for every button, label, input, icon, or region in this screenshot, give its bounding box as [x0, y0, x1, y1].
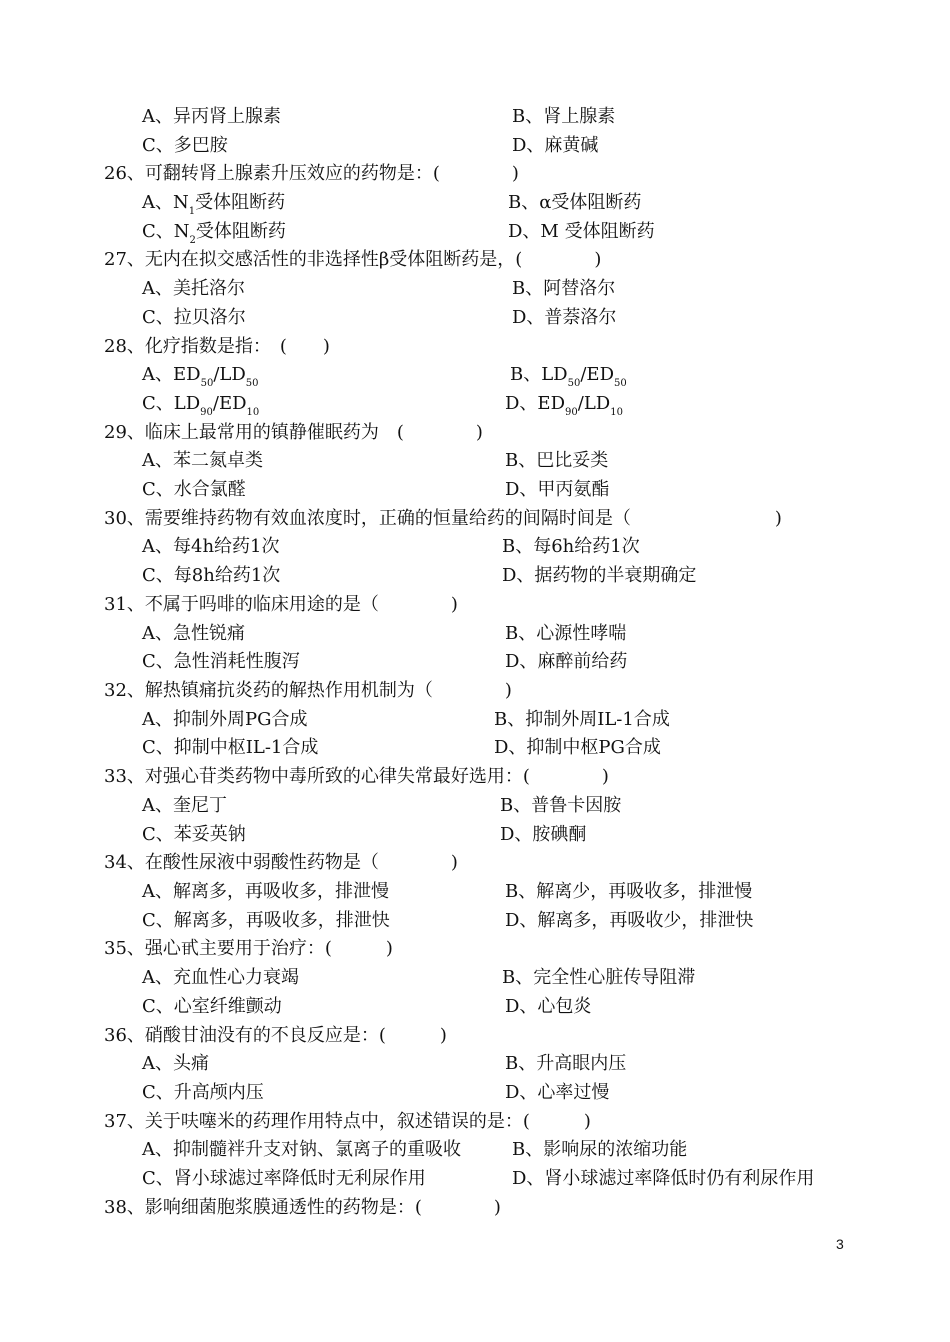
option-d: D、抑制中枢PG合成: [494, 737, 661, 758]
options-row: [0, 878, 950, 906]
question-text: 36、硝酸甘油没有的不良反应是：( ): [104, 1025, 447, 1046]
option-c: C、多巴胺: [142, 135, 228, 156]
question-38: [0, 1194, 950, 1222]
options-row: [0, 361, 950, 389]
option-d: D、普萘洛尔: [512, 307, 617, 328]
question-26: [0, 160, 950, 188]
question-33: [0, 763, 950, 791]
option-d: D、心包炎: [505, 996, 592, 1017]
option-a: A、充血性心力衰竭: [142, 967, 299, 988]
option-a: A、奎尼丁: [142, 795, 227, 816]
option-a: A、解离多，再吸收多，排泄慢: [142, 881, 389, 902]
option-b: B、$LD_{50}/ED_{50}$: [510, 364, 627, 389]
option-b: B、影响尿的浓缩功能: [512, 1139, 688, 1160]
options-row: [0, 734, 950, 762]
question-text: 26、可翻转肾上腺素升压效应的药物是：( ): [104, 163, 519, 184]
question-29: [0, 419, 950, 447]
question-28: [0, 333, 950, 361]
option-b: B、解离少，再吸收多，排泄慢: [505, 881, 753, 902]
question-text: 32、解热镇痛抗炎药的解热作用机制为（ ): [104, 680, 512, 701]
option-b: B、α受体阻断药: [508, 192, 642, 213]
options-row: [0, 304, 950, 332]
options-row: [0, 1165, 950, 1193]
option-d: D、心率过慢: [505, 1082, 610, 1103]
option-c: C、拉贝洛尔: [142, 307, 246, 328]
question-text: 27、无内在拟交感活性的非选择性β受体阻断药是，( ): [104, 249, 602, 270]
options-row: [0, 907, 950, 935]
option-c: C、$LD_{90}/ED_{10}$: [142, 393, 260, 418]
question-36: [0, 1022, 950, 1050]
options-row: [0, 821, 950, 849]
question-text: 38、影响细菌胞浆膜通透性的药物是：( ): [104, 1197, 501, 1218]
option-c: C、水合氯醛: [142, 479, 246, 500]
option-b: B、心源性哮喘: [505, 623, 627, 644]
question-31: [0, 591, 950, 619]
option-d: D、肾小球滤过率降低时仍有利尿作用: [512, 1168, 815, 1189]
option-a: A、异丙肾上腺素: [142, 106, 281, 127]
option-b: B、肾上腺素: [512, 106, 616, 127]
option-b: B、抑制外周IL-1合成: [494, 709, 670, 730]
question-text: 31、不属于吗啡的临床用途的是（ ): [104, 594, 458, 615]
options-row: [0, 1136, 950, 1164]
question-30: [0, 505, 950, 533]
option-a: A、$ED_{50}/LD_{50}$: [142, 364, 259, 389]
options-row: [0, 648, 950, 676]
option-b: B、每6h给药1次: [502, 536, 640, 557]
option-c: C、$N_2$受体阻断药: [142, 221, 286, 246]
question-32: [0, 677, 950, 705]
option-a: A、急性锐痛: [142, 623, 245, 644]
option-a: A、头痛: [142, 1053, 209, 1074]
option-a: A、苯二氮卓类: [142, 450, 263, 471]
options-row: [0, 706, 950, 734]
option-d: D、M 受体阻断药: [508, 221, 655, 242]
option-d: D、麻黄碱: [512, 135, 599, 156]
question-text: 35、强心甙主要用于治疗：( ): [104, 938, 393, 959]
options-row: [0, 533, 950, 561]
option-d: D、$ED_{90}/LD_{10}$: [505, 393, 623, 418]
options-row: [0, 964, 950, 992]
options-row: [0, 189, 950, 217]
question-text: 28、化疗指数是指： ( ): [104, 336, 330, 357]
question-text: 37、关于呋噻米的药理作用特点中，叙述错误的是：( ): [104, 1111, 591, 1132]
question-text: 29、临床上最常用的镇静催眠药为 ( ): [104, 422, 483, 443]
options-row: [0, 103, 950, 131]
question-27: [0, 246, 950, 274]
options-row: [0, 1050, 950, 1078]
options-row: [0, 562, 950, 590]
option-c: C、急性消耗性腹泻: [142, 651, 300, 672]
options-row: [0, 218, 950, 246]
options-row: [0, 447, 950, 475]
option-d: D、麻醉前给药: [505, 651, 628, 672]
option-a: A、$N_1$受体阻断药: [142, 192, 286, 217]
options-row: [0, 275, 950, 303]
question-35: [0, 935, 950, 963]
options-row: [0, 132, 950, 160]
option-c: C、苯妥英钠: [142, 824, 246, 845]
option-d: D、解离多，再吸收少，排泄快: [505, 910, 754, 931]
option-c: C、升高颅内压: [142, 1082, 264, 1103]
option-c: C、解离多，再吸收多，排泄快: [142, 910, 390, 931]
option-a: A、抑制髓袢升支对钠、氯离子的重吸收: [142, 1139, 461, 1160]
option-a: A、每4h给药1次: [142, 536, 280, 557]
option-b: B、普鲁卡因胺: [500, 795, 622, 816]
option-c: C、每8h给药1次: [142, 565, 281, 586]
page-number: 3: [836, 1236, 844, 1252]
option-b: B、升高眼内压: [505, 1053, 627, 1074]
question-37: [0, 1108, 950, 1136]
option-a: A、抑制外周PG合成: [142, 709, 308, 730]
option-a: A、美托洛尔: [142, 278, 245, 299]
options-row: [0, 993, 950, 1021]
question-34: [0, 849, 950, 877]
option-c: C、心室纤维颤动: [142, 996, 282, 1017]
option-b: B、巴比妥类: [505, 450, 609, 471]
option-b: B、阿替洛尔: [512, 278, 616, 299]
question-text: 30、需要维持药物有效血浓度时，正确的恒量给药的间隔时间是（ ): [104, 508, 782, 529]
option-b: B、完全性心脏传导阻滞: [502, 967, 696, 988]
option-d: D、甲丙氨酯: [505, 479, 610, 500]
question-text: 33、对强心苷类药物中毒所致的心律失常最好选用：( ): [104, 766, 609, 787]
option-d: D、据药物的半衰期确定: [502, 565, 697, 586]
option-c: C、肾小球滤过率降低时无利尿作用: [142, 1168, 426, 1189]
options-row: [0, 390, 950, 418]
options-row: [0, 1079, 950, 1107]
option-c: C、抑制中枢IL-1合成: [142, 737, 319, 758]
options-row: [0, 620, 950, 648]
option-d: D、胺碘酮: [500, 824, 587, 845]
question-text: 34、在酸性尿液中弱酸性药物是（ ): [104, 852, 458, 873]
options-row: [0, 476, 950, 504]
options-row: [0, 792, 950, 820]
